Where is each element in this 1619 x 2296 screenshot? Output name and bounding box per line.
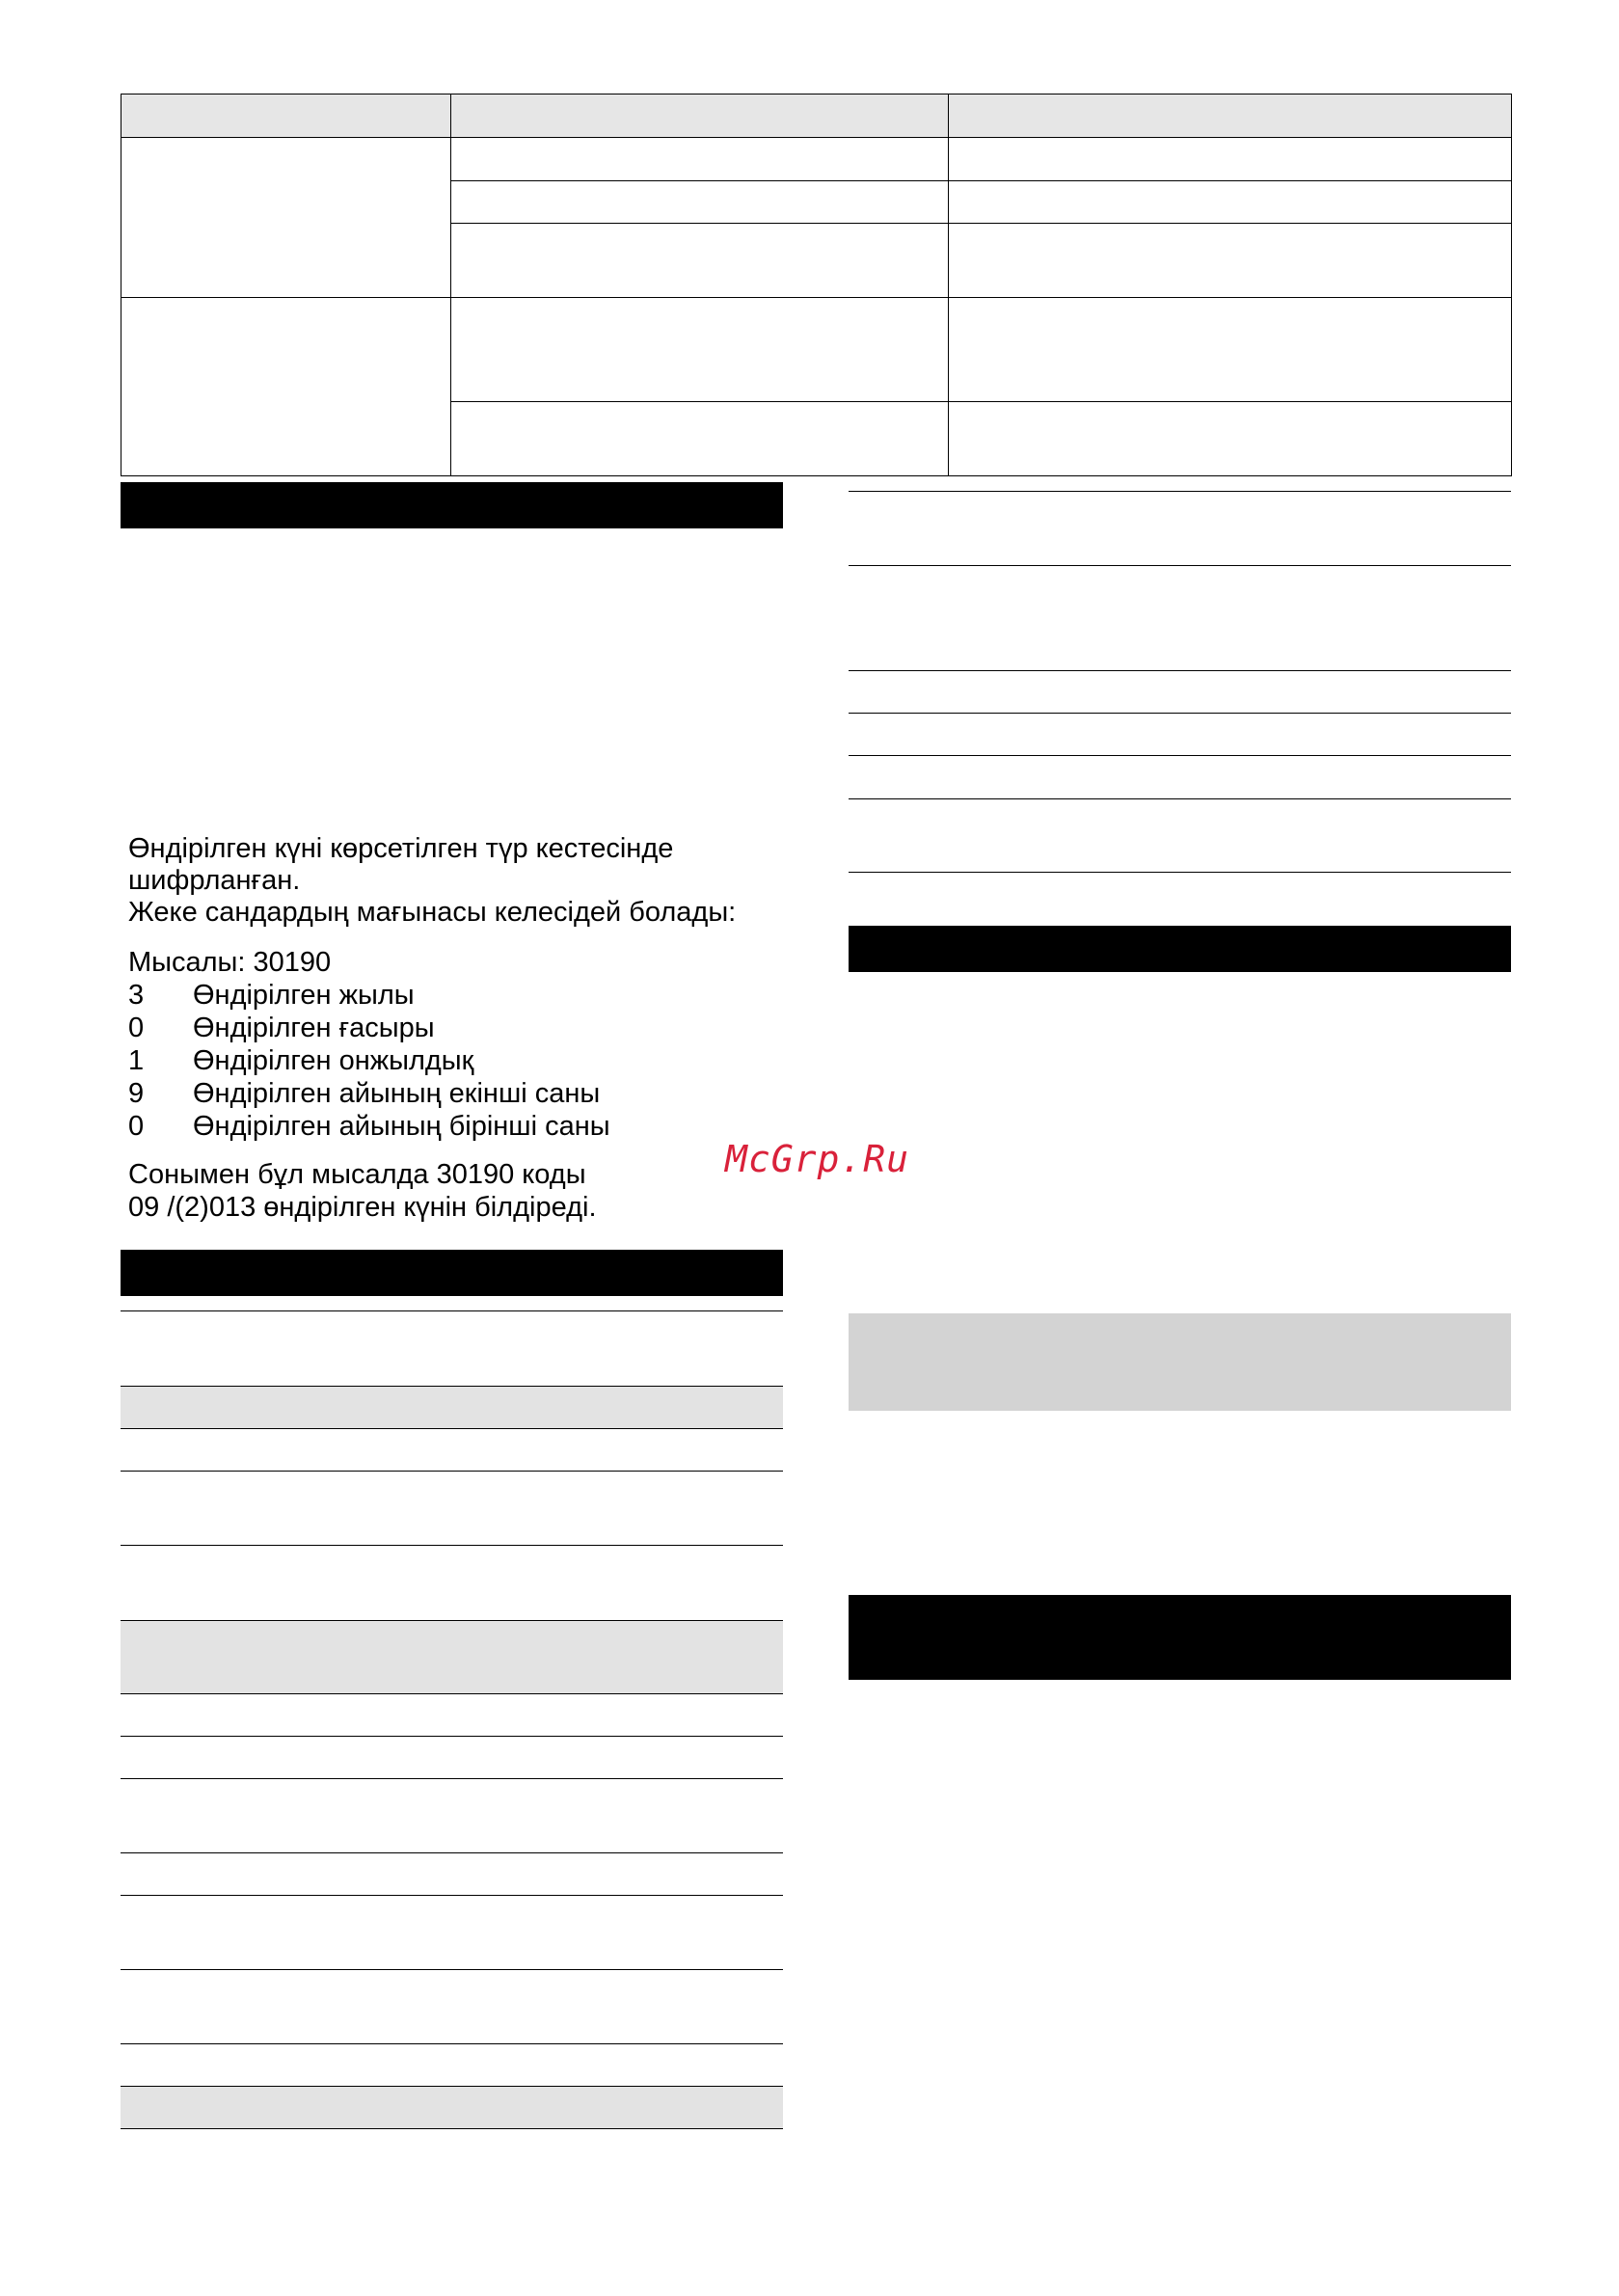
divider (121, 1969, 783, 1970)
divider (849, 565, 1511, 566)
digit-meaning: Өндірілген айының бірінші саны (193, 1111, 610, 1142)
divider (849, 713, 1511, 714)
table-cell (948, 401, 1512, 476)
digit: 1 (128, 1045, 145, 1076)
table-cell (948, 180, 1512, 224)
table-cell (450, 297, 949, 402)
intro-line: шифрланған. (128, 865, 301, 896)
divider (849, 491, 1511, 492)
divider (121, 1895, 783, 1896)
shaded-row (121, 1386, 783, 1428)
digit: 3 (128, 980, 145, 1011)
table-cell (121, 297, 451, 476)
divider (121, 1736, 783, 1737)
conclusion-line: Сонымен бұл мысалда 30190 коды (128, 1159, 586, 1190)
watermark-text: McGrp.Ru (725, 1138, 910, 1180)
example-label: Мысалы: 30190 (128, 947, 332, 978)
section-heading-bar (121, 482, 783, 528)
divider (849, 798, 1511, 799)
divider (121, 1471, 783, 1472)
divider (849, 872, 1511, 873)
digit: 0 (128, 1111, 145, 1142)
divider (121, 2043, 783, 2044)
section-heading-bar (849, 1595, 1511, 1680)
table-cell (948, 137, 1512, 181)
section-heading-bar (121, 1250, 783, 1296)
divider (121, 1620, 783, 1621)
table-cell (450, 401, 949, 476)
divider (849, 755, 1511, 756)
shaded-row (121, 2086, 783, 2128)
table-cell (450, 137, 949, 181)
digit: 9 (128, 1078, 145, 1109)
intro-line: Жеке сандардың мағынасы келесідей болады: (128, 897, 737, 928)
table-header-cell (450, 94, 949, 138)
section-heading-bar (849, 926, 1511, 972)
table-header-cell (121, 94, 451, 138)
table-cell (121, 137, 451, 298)
table-cell (450, 223, 949, 298)
table-cell (450, 180, 949, 224)
divider (121, 1310, 783, 1311)
conclusion-line: 09 /(2)013 өндірілген күнін білдіреді. (128, 1192, 597, 1223)
table-cell (948, 223, 1512, 298)
digit-meaning: Өндірілген жылы (193, 980, 415, 1011)
table-cell (948, 297, 1512, 402)
digit: 0 (128, 1013, 145, 1043)
digit-meaning: Өндірілген ғасыры (193, 1013, 435, 1043)
divider (121, 2128, 783, 2129)
divider (121, 1386, 783, 1387)
divider (121, 1693, 783, 1694)
intro-line: Өндірілген күні көрсетілген түр кестесінде (128, 833, 674, 864)
divider (121, 1545, 783, 1546)
divider (849, 670, 1511, 671)
divider (121, 1852, 783, 1853)
note-box (849, 1313, 1511, 1411)
divider (121, 1428, 783, 1429)
shaded-row (121, 1620, 783, 1693)
divider (121, 1778, 783, 1779)
digit-meaning: Өндірілген айының екінші саны (193, 1078, 601, 1109)
table-header-cell (948, 94, 1512, 138)
divider (121, 2086, 783, 2087)
digit-meaning: Өндірілген онжылдық (193, 1045, 474, 1076)
